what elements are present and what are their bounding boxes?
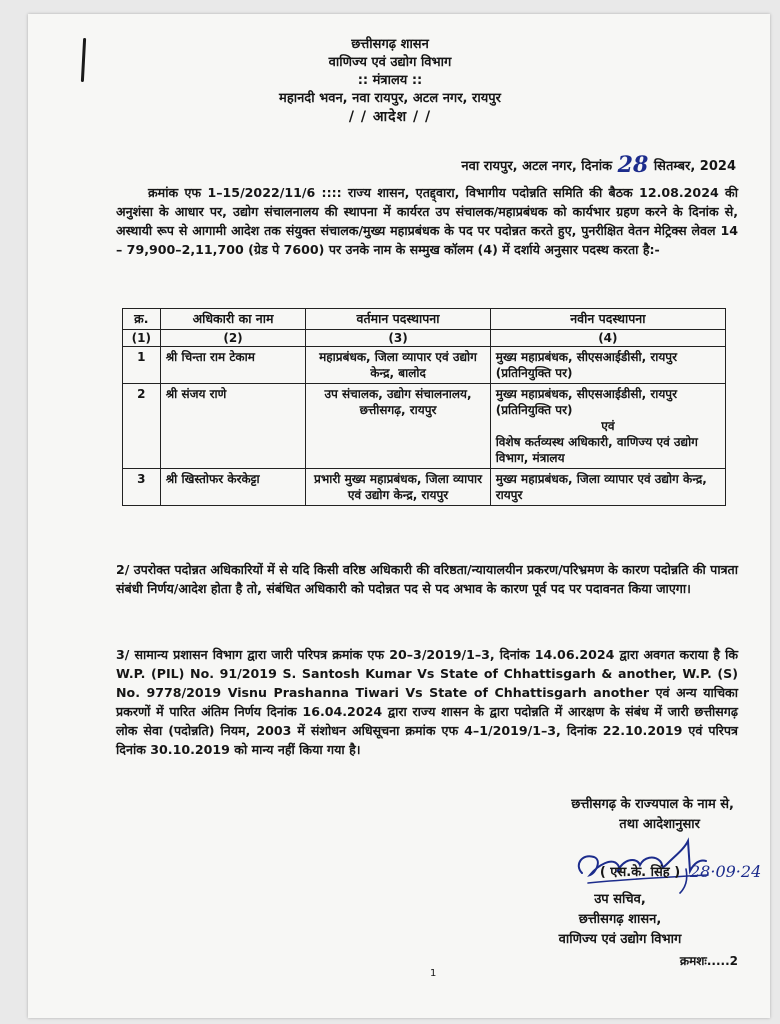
current-posting: महाप्रबंधक, जिला व्यापार एवं उद्योग केन्द्र, बालोद: [306, 347, 490, 384]
table-row: [123, 384, 726, 469]
new-posting: मुख्य महाप्रबंधक, सीएसआईडीसी, रायपुर (प्रतिनियुक्ति पर): [490, 347, 725, 384]
designation: उप सचिव,: [594, 892, 646, 907]
government-line: छत्तीसगढ़ शासन,: [578, 912, 662, 927]
order-paragraph-2: [116, 560, 738, 598]
by-order: तथा आदेशानुसार: [619, 817, 700, 832]
header-name: अधिकारी का नाम: [160, 309, 306, 330]
letterhead: [0, 36, 780, 126]
continued-marker: क्रमशः.....2: [679, 954, 738, 968]
header-current-posting: वर्तमान पदस्थापना: [306, 309, 490, 330]
header-sno: क्र.: [123, 309, 161, 330]
column-number-row: [123, 330, 726, 347]
conjunction-and: एवं: [601, 419, 615, 433]
table-row: [123, 469, 726, 506]
dateline-suffix: सितम्बर, 2024: [653, 159, 736, 174]
ministry-label: :: मंत्रालय ::: [357, 73, 423, 88]
handwritten-sign-date: 28·09·24: [690, 862, 762, 881]
new-posting: मुख्य महाप्रबंधक, सीएसआईडीसी, रायपुर (प्रतिनियुक्ति पर): [495, 387, 678, 417]
order-paragraph-1: [116, 183, 738, 259]
column-number: (1): [123, 330, 161, 347]
row-sno: 3: [123, 469, 161, 506]
paragraph-1-text: क्रमांक एफ 1–15/2022/11/6 :::: राज्य शासन, एतद्द्वारा, विभागीय पदोन्नति समिति की बैठक 12.08.2024 की अनुशंसा के आधार पर, उद्योग संचालनालय की स्थापना में कार्यरत उप संचालक/महाप्रबंधक को कार्यभार ग्रहण करने के दिनांक से, अस्थायी रूप से आगामी आदेश तक संयुक्त संचालक/मुख्य महाप्रबंधक के पद पर पदोन्नत करते हुए, पुनरीक्षित वेतन मेट्रिक्स लेवल 14 – 79,900–2,11,700 (ग्रेड पे 7600) पर उनके नाम के सम्मुख कॉलम (4) में दर्शाये अनुसार पदस्थ करता है:-: [116, 185, 738, 257]
header-new-posting: नवीन पदस्थापना: [490, 309, 725, 330]
table-row: [123, 347, 726, 384]
government-name: छत्तीसगढ़ शासन: [351, 37, 429, 52]
handwritten-day: 28: [617, 152, 649, 178]
officer-name: श्री चिन्ता राम टेकाम: [160, 347, 306, 384]
current-posting: उप संचालक, उद्योग संचालनालय, छत्तीसगढ़, रायपुर: [306, 384, 490, 469]
officer-name: श्री संजय राणे: [160, 384, 306, 469]
row-sno: 2: [123, 384, 161, 469]
governor-authority: छत्तीसगढ़ के राज्यपाल के नाम से,: [571, 797, 734, 812]
column-number: (2): [160, 330, 306, 347]
row-sno: 1: [123, 347, 161, 384]
current-posting: प्रभारी मुख्य महाप्रबंधक, जिला व्यापार एवं उद्योग केन्द्र, रायपुर: [306, 469, 490, 506]
order-paragraph-3: [116, 645, 738, 759]
paragraph-2-text: 2/ उपरोक्त पदोन्नत अधिकारियों में से यदि किसी वरिष्ठ अधिकारी की वरिष्ठता/न्यायालयीन प्रकरण/परिभ्रमण के कारण पदोन्नति की पात्रता संबंधी निर्णय/आदेश होता है तो, संबंधित अधिकारी को पदोन्नत पद से पद अभाव के कारण पूर्व पद पर पदावनत किया जाएगा।: [116, 562, 738, 596]
new-posting: मुख्य महाप्रबंधक, जिला व्यापार एवं उद्योग केन्द्र, रायपुर: [490, 469, 725, 506]
order-title: / / आदेश / /: [348, 109, 432, 125]
promotion-table: [122, 308, 726, 506]
officer-name: ( एस.के. सिंह ): [599, 865, 681, 880]
column-number: (4): [490, 330, 725, 347]
officer-name: श्री खिस्तोफर केरकेट्टा: [160, 469, 306, 506]
dateline-prefix: नवा रायपुर, अटल नगर, दिनांक: [461, 159, 613, 174]
additional-posting: विशेष कर्तव्यस्थ अधिकारी, वाणिज्य एवं उद्योग विभाग, मंत्रालय: [495, 435, 698, 465]
column-number: (3): [306, 330, 490, 347]
page-number: 1: [430, 968, 437, 979]
designation-block: [520, 890, 720, 950]
department-line: वाणिज्य एवं उद्योग विभाग: [558, 932, 682, 947]
order-dateline: [461, 150, 736, 176]
new-posting-cell: [490, 384, 725, 469]
paragraph-3-text: 3/ सामान्य प्रशासन विभाग द्वारा जारी परिपत्र क्रमांक एफ 20–3/2019/1–3, दिनांक 14.06.2024 द्वारा अवगत कराया है कि W.P. (PIL) No. 91/2019 S. Santosh Kumar Vs State of Chhattisgarh & another, W.P. (S) No. 9778/2019 Visnu Prashanna Tiwari Vs State of Chhattisgarh another एवं अन्य याचिका प्रकरणों में पारित अंतिम निर्णय दिनांक 16.04.2024 द्वारा राज्य शासन के द्वारा पदोन्नति में आरक्षण के संबंध में जारी छत्तीसगढ़ लोक सेवा (पदोन्नति) नियम, 2003 में संशोधन अधिसूचना क्रमांक एफ 4–1/2019/1–3, दिनांक 22.10.2019 एवं परिपत्र दिनांक 30.10.2019 को मान्य नहीं किया गया है।: [116, 647, 738, 757]
authority-line: [571, 795, 734, 835]
department-name: वाणिज्य एवं उद्योग विभाग: [328, 55, 452, 70]
table-header-row: [123, 309, 726, 330]
office-address: महानदी भवन, नवा रायपुर, अटल नगर, रायपुर: [279, 91, 501, 106]
